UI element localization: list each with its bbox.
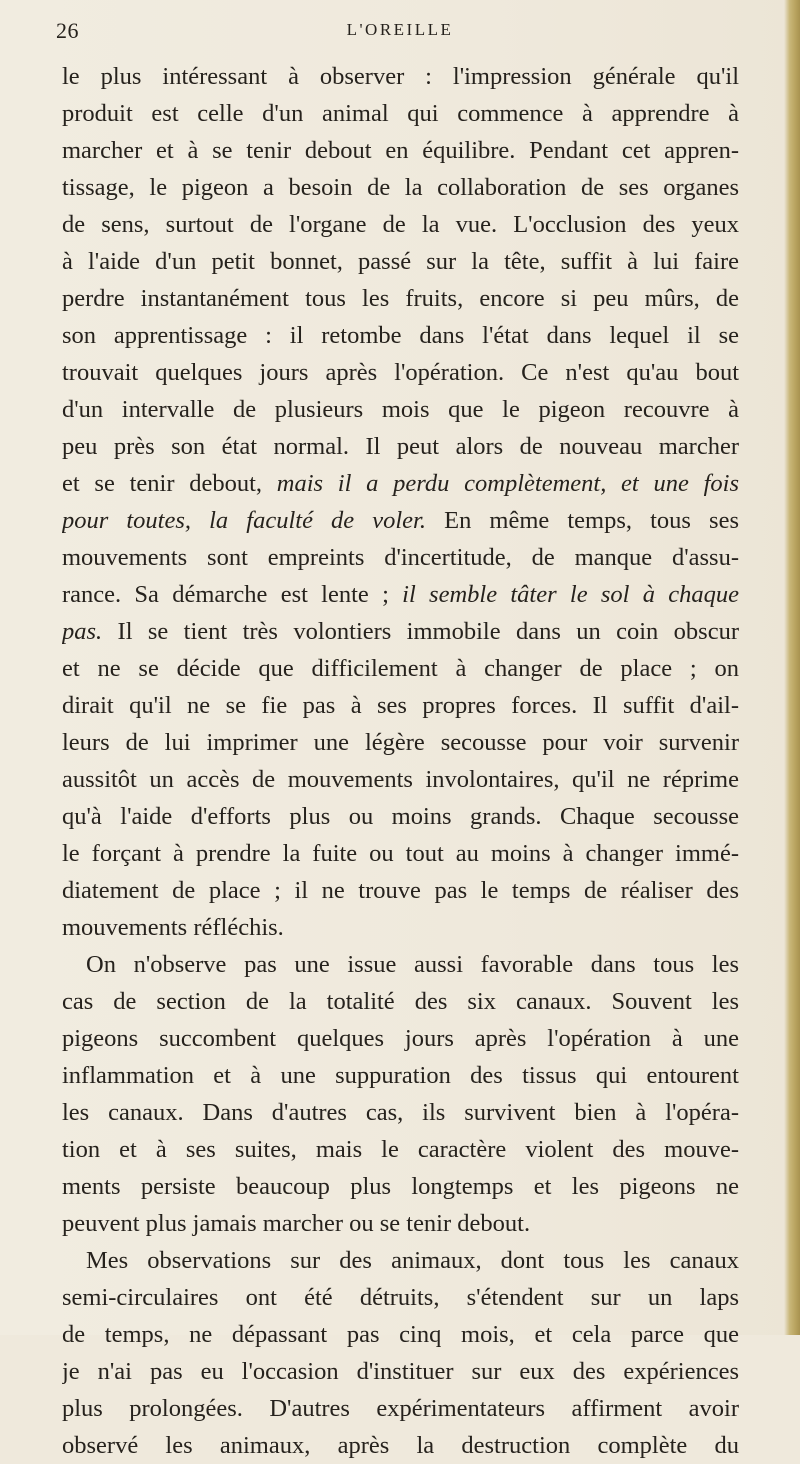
line-text: tion et à ses suites, mais le caractère violent des mouve- xyxy=(62,1136,739,1163)
line-text-after: En même temps, tous ses xyxy=(426,507,739,534)
text-line xyxy=(62,58,739,95)
line-text: On n'observe pas une issue aussi favorable dans tous les xyxy=(86,951,739,978)
line-text: de sens, surtout de l'organe de la vue. L'occlusion des yeux xyxy=(62,211,739,238)
text-line xyxy=(62,909,739,946)
body-text xyxy=(62,58,739,1464)
line-text: son apprentissage : il retombe dans l'état dans lequel il se xyxy=(62,322,739,349)
text-line xyxy=(62,1390,739,1427)
text-line xyxy=(62,206,739,243)
line-italic-text: il semble tâter le sol à chaque xyxy=(402,581,739,608)
line-text: cas de section de la totalité des six canaux. Souvent les xyxy=(62,988,739,1015)
line-text: ments persiste beaucoup plus longtemps et les pigeons ne xyxy=(62,1173,739,1200)
line-text: diatement de place ; il ne trouve pas le temps de réaliser des xyxy=(62,877,739,904)
text-line xyxy=(62,613,739,650)
line-text: rance. Sa démarche est lente ; xyxy=(62,581,403,608)
text-line xyxy=(62,539,739,576)
text-line xyxy=(62,280,739,317)
text-line xyxy=(62,983,739,1020)
text-line xyxy=(62,687,739,724)
text-line xyxy=(62,761,739,798)
line-text: perdre instantanément tous les fruits, encore si peu mûrs, de xyxy=(62,285,739,312)
text-line xyxy=(62,169,739,206)
line-text: aussitôt un accès de mouvements involontaires, qu'il ne réprime xyxy=(62,766,739,793)
text-line xyxy=(62,317,739,354)
line-text: Mes observations sur des animaux, dont tous les canaux xyxy=(86,1247,739,1274)
line-text: produit est celle d'un animal qui commence à apprendre à xyxy=(62,100,739,127)
line-text: de temps, ne dépassant pas cinq mois, et cela parce que xyxy=(62,1321,739,1348)
line-italic-text: mais il a perdu complètement, et une fois xyxy=(276,470,739,497)
text-line xyxy=(62,1279,739,1316)
line-text: semi-circulaires ont été détruits, s'étendent sur un laps xyxy=(62,1284,739,1311)
text-line xyxy=(62,724,739,761)
text-line xyxy=(62,465,739,502)
text-line xyxy=(62,1168,739,1205)
line-text: marcher et à se tenir debout en équilibre. Pendant cet appren- xyxy=(62,137,739,164)
line-text: peuvent plus jamais marcher ou se tenir debout. xyxy=(62,1210,531,1237)
text-line xyxy=(62,1094,739,1131)
text-line xyxy=(62,354,739,391)
line-italic-text: pas. xyxy=(62,618,103,645)
text-line xyxy=(62,1020,739,1057)
page-edge-shadow xyxy=(784,0,800,1335)
line-text: le forçant à prendre la fuite ou tout au moins à changer immé- xyxy=(62,840,739,867)
text-line xyxy=(62,1205,739,1242)
line-text: plus prolongées. D'autres expérimentateurs affirment avoir xyxy=(62,1395,739,1422)
text-line xyxy=(62,798,739,835)
line-text: à l'aide d'un petit bonnet, passé sur la tête, suffit à lui faire xyxy=(62,248,739,275)
line-text: d'un intervalle de plusieurs mois que le pigeon recouvre à xyxy=(62,396,739,423)
line-text: mouvements réfléchis. xyxy=(62,914,284,941)
line-italic-text: pour toutes, la faculté de voler. xyxy=(62,507,427,534)
page-number: 26 xyxy=(56,18,79,43)
text-line xyxy=(62,1427,739,1464)
line-text: je n'ai pas eu l'occasion d'instituer sur eux des expériences xyxy=(62,1358,739,1385)
text-line xyxy=(62,1057,739,1094)
line-text: leurs de lui imprimer une légère secousse pour voir survenir xyxy=(62,729,739,756)
line-text: les canaux. Dans d'autres cas, ils survivent bien à l'opéra- xyxy=(62,1099,739,1126)
text-line xyxy=(62,1131,739,1168)
line-text: trouvait quelques jours après l'opération. Ce n'est qu'au bout xyxy=(62,359,739,386)
line-text: et se tenir debout, xyxy=(62,470,277,497)
line-text: pigeons succombent quelques jours après l'opération à une xyxy=(62,1025,739,1052)
text-line xyxy=(62,1353,739,1390)
line-text: tissage, le pigeon a besoin de la collaboration de ses organes xyxy=(62,174,739,201)
text-line xyxy=(62,502,739,539)
running-title: L'OREILLE xyxy=(346,20,454,39)
line-text: le plus intéressant à observer : l'impression générale qu'il xyxy=(62,63,739,90)
text-line xyxy=(62,946,739,983)
line-text: et ne se décide que difficilement à changer de place ; on xyxy=(62,655,739,682)
text-line xyxy=(62,576,739,613)
text-line xyxy=(62,650,739,687)
line-text: peu près son état normal. Il peut alors de nouveau marcher xyxy=(62,433,739,460)
text-line xyxy=(62,872,739,909)
line-text: dirait qu'il ne se fie pas à ses propres forces. Il suffit d'ail- xyxy=(62,692,739,719)
text-line xyxy=(62,428,739,465)
line-text: mouvements sont empreints d'incertitude, de manque d'assu- xyxy=(62,544,739,571)
line-text-after: Il se tient très volontiers immobile dans un coin obscur xyxy=(102,618,739,645)
text-line xyxy=(62,132,739,169)
line-text: inflammation et à une suppuration des tissus qui entourent xyxy=(62,1062,739,1089)
line-text: observé les animaux, après la destruction complète du xyxy=(62,1432,739,1459)
text-line xyxy=(62,1242,739,1279)
line-text: qu'à l'aide d'efforts plus ou moins grands. Chaque secousse xyxy=(62,803,739,830)
text-line xyxy=(62,835,739,872)
text-line xyxy=(62,243,739,280)
text-line xyxy=(62,95,739,132)
text-line xyxy=(62,391,739,428)
